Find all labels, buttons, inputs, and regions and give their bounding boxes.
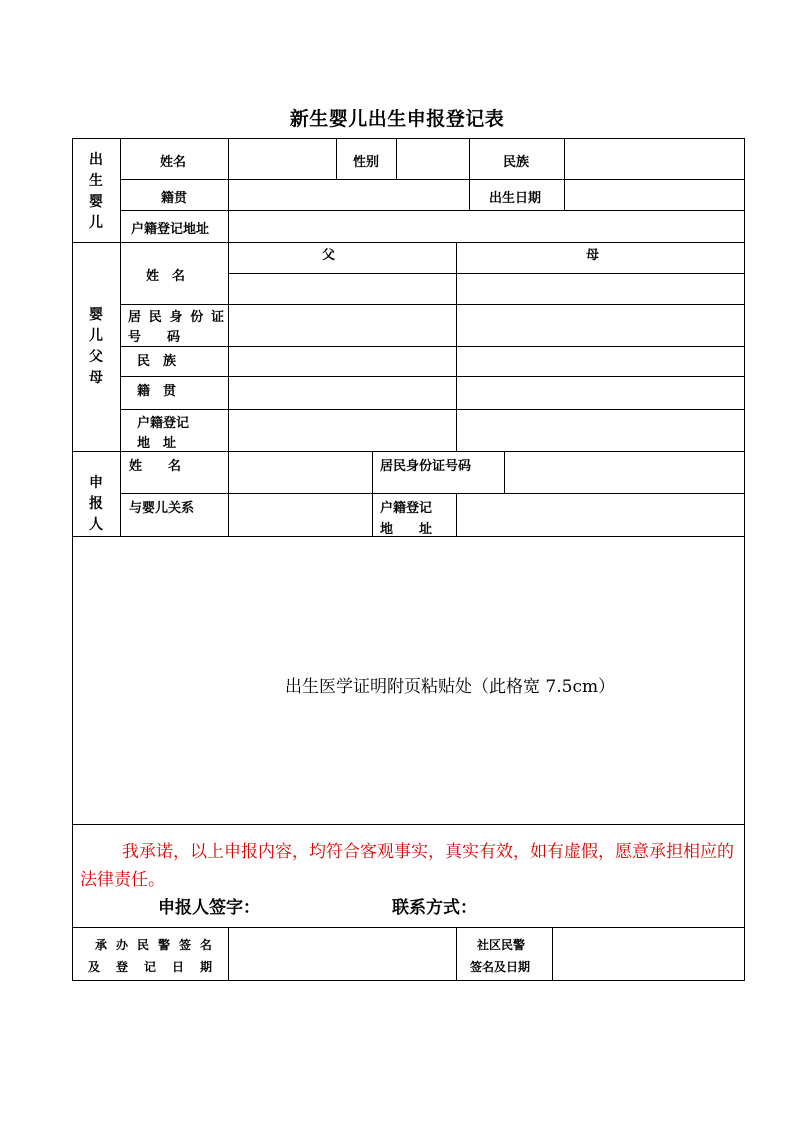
parents-address-label-line2: 地 址 bbox=[137, 436, 177, 451]
parents-id-label-line2: 号 码 bbox=[128, 330, 181, 345]
signature-field[interactable] bbox=[275, 892, 380, 918]
mother-ethnicity-field[interactable] bbox=[457, 347, 744, 376]
father-address-field[interactable] bbox=[229, 410, 455, 451]
baby-name-label: 姓名 bbox=[160, 155, 187, 170]
father-native-place-field[interactable] bbox=[229, 377, 455, 409]
parents-section-label: 婴 儿 父 母 bbox=[89, 307, 103, 386]
paste-area-note: 出生医学证明附页粘贴处（此格宽 7.5cm） bbox=[285, 677, 616, 697]
reporter-id-label: 居民身份证号码 bbox=[380, 459, 472, 474]
reporter-address-label-line1: 户籍登记 bbox=[380, 501, 433, 516]
parents-name-label: 姓 名 bbox=[146, 269, 186, 284]
baby-address-label: 户籍登记地址 bbox=[131, 222, 210, 237]
parents-address-label-line1: 户籍登记 bbox=[137, 416, 190, 431]
community-police-label-line1: 社区民警 bbox=[477, 938, 526, 952]
baby-birth-date-field[interactable] bbox=[565, 180, 744, 210]
reporter-id-field[interactable] bbox=[505, 452, 744, 493]
handler-signature-label-line1: 承 办 民 警 签 名 bbox=[95, 938, 212, 952]
mother-header: 母 bbox=[586, 248, 600, 263]
parents-ethnicity-label: 民 族 bbox=[137, 354, 177, 369]
handler-signature-field[interactable] bbox=[229, 928, 455, 980]
parents-id-label-line1: 居 民 身 份 证 bbox=[128, 310, 224, 325]
reporter-name-label: 姓 名 bbox=[129, 459, 182, 474]
baby-native-place-label: 籍贯 bbox=[161, 191, 188, 206]
reporter-section-label: 申 报 人 bbox=[89, 475, 103, 533]
mother-address-field[interactable] bbox=[457, 410, 744, 451]
mother-native-place-field[interactable] bbox=[457, 377, 744, 409]
baby-address-field[interactable] bbox=[229, 211, 744, 242]
mother-id-field[interactable] bbox=[457, 305, 744, 346]
father-ethnicity-field[interactable] bbox=[229, 347, 455, 376]
baby-gender-field[interactable] bbox=[397, 139, 468, 179]
baby-name-field[interactable] bbox=[229, 139, 335, 179]
mother-name-field[interactable] bbox=[457, 274, 744, 304]
reporter-address-label-line2: 地 址 bbox=[380, 522, 433, 537]
reporter-relation-label: 与婴儿关系 bbox=[129, 501, 195, 516]
parents-native-place-label: 籍 贯 bbox=[137, 384, 177, 399]
handler-signature-label-line2: 及 登 记 日 期 bbox=[88, 960, 212, 974]
form-title: 新生婴儿出生申报登记表 bbox=[289, 108, 505, 130]
reporter-address-field[interactable] bbox=[457, 494, 744, 536]
contact-label: 联系方式： bbox=[392, 898, 477, 918]
contact-field[interactable] bbox=[492, 892, 732, 918]
baby-birth-date-label: 出生日期 bbox=[489, 191, 542, 206]
signature-label: 申报人签字： bbox=[158, 898, 260, 918]
reporter-relation-field[interactable] bbox=[229, 494, 371, 536]
community-police-field[interactable] bbox=[553, 928, 744, 980]
baby-gender-label: 性别 bbox=[353, 155, 380, 170]
baby-section-label: 出 生 婴 儿 bbox=[89, 152, 103, 231]
baby-ethnicity-label: 民族 bbox=[503, 155, 530, 170]
baby-ethnicity-field[interactable] bbox=[565, 139, 744, 179]
reporter-name-field[interactable] bbox=[229, 452, 371, 493]
father-name-field[interactable] bbox=[229, 274, 455, 304]
community-police-label-line2: 签名及日期 bbox=[470, 960, 531, 974]
baby-native-place-field[interactable] bbox=[229, 180, 468, 210]
father-header: 父 bbox=[322, 248, 336, 263]
promise-text: 我承诺，以上申报内容，均符合客观事实，真实有效，如有虚假，愿意承担相应的法律责任。 bbox=[80, 842, 734, 890]
father-id-field[interactable] bbox=[229, 305, 455, 346]
